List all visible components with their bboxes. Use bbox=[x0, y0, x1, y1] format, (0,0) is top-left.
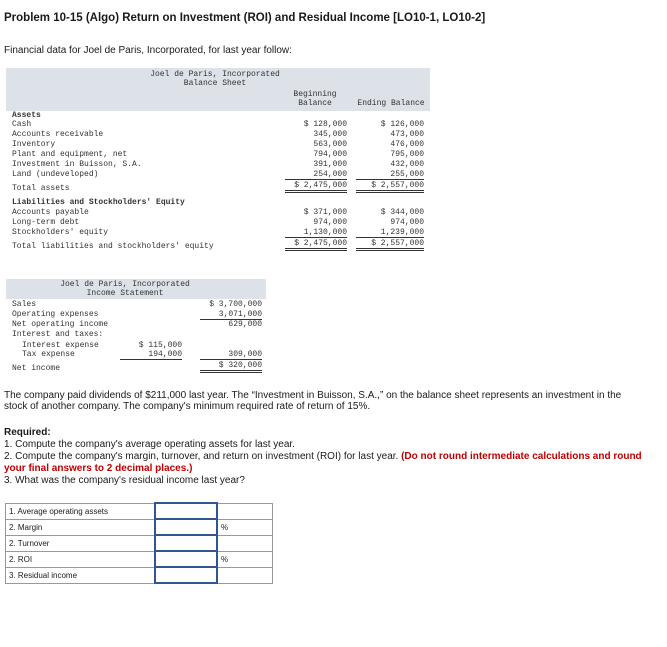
dividends-paragraph: The company paid dividends of $211,000 last year. The “Investment in Buisson, S.A.,” on the balance sheet represents an investment in the stock of another company. The company's minimum required rate of return of 15%. bbox=[4, 390, 622, 412]
bs-company: Joel de Paris, Incorporated bbox=[150, 70, 280, 79]
average-operating-assets-input[interactable] bbox=[155, 503, 217, 519]
bs-row-begin: $ 371,000 bbox=[303, 208, 347, 217]
bs-row-begin: 345,000 bbox=[313, 130, 347, 139]
intro-text: Financial data for Joel de Paris, Incorporated, for last year follow: bbox=[4, 45, 292, 56]
problem-title: Problem 10-15 (Algo) Return on Investment (ROI) and Residual Income [LO10-1, LO10-2] bbox=[4, 12, 486, 24]
answer-label: 1. Average operating assets bbox=[6, 503, 156, 519]
bs-row-begin: 391,000 bbox=[313, 160, 347, 169]
answer-row bbox=[6, 551, 273, 567]
is-noi-value: 629,000 bbox=[228, 320, 262, 329]
bs-row-end: $ 126,000 bbox=[380, 120, 424, 129]
bs-row-label: Inventory bbox=[12, 140, 56, 149]
roi-input[interactable] bbox=[155, 551, 217, 567]
margin-input[interactable] bbox=[155, 519, 217, 535]
answer-unit: % bbox=[217, 519, 273, 535]
is-net-income-value: $ 320,000 bbox=[200, 361, 262, 373]
is-statement: Income Statement bbox=[86, 289, 164, 298]
is-sales-value: $ 3,700,000 bbox=[209, 300, 262, 309]
answer-unit bbox=[217, 535, 273, 551]
bs-row-label: Cash bbox=[12, 120, 32, 129]
residual-income-input[interactable] bbox=[155, 567, 217, 583]
bs-row-begin: 563,000 bbox=[313, 140, 347, 149]
answer-table bbox=[5, 502, 273, 584]
bs-row-begin: 974,000 bbox=[313, 218, 347, 227]
bs-total-liab-end: $ 2,557,000 bbox=[356, 239, 424, 251]
bs-row-end: 473,000 bbox=[390, 130, 424, 139]
bs-row-begin: 254,000 bbox=[285, 170, 347, 180]
bs-row-begin: 1,130,000 bbox=[285, 228, 347, 238]
answer-row bbox=[6, 567, 273, 583]
question-1: 1. Compute the company's average operating assets for last year. bbox=[4, 439, 295, 450]
question-3: 3. What was the company's residual income last year? bbox=[4, 475, 245, 486]
bs-row-begin: 794,000 bbox=[313, 150, 347, 159]
required-heading: Required: bbox=[4, 427, 51, 438]
question-2 bbox=[4, 451, 644, 475]
bs-row-end: 795,000 bbox=[390, 150, 424, 159]
answer-unit bbox=[217, 503, 273, 519]
bs-row-label: Investment in Buisson, S.A. bbox=[12, 160, 142, 169]
assets-header: Assets bbox=[12, 111, 41, 120]
bs-row-label: Accounts payable bbox=[12, 208, 89, 217]
bs-row-label: Land (undeveloped) bbox=[12, 170, 99, 179]
bs-row-label: Stockholders' equity bbox=[12, 228, 109, 237]
answer-row bbox=[6, 519, 273, 535]
liab-header: Liabilities and Stockholders' Equity bbox=[12, 198, 185, 207]
is-opex-value: 3,071,000 bbox=[200, 310, 262, 320]
is-opex-label: Operating expenses bbox=[12, 310, 99, 319]
is-interest-taxes-label: Interest and taxes: bbox=[12, 330, 104, 339]
bs-row-label: Long-term debt bbox=[12, 218, 80, 227]
is-sales-label: Sales bbox=[12, 300, 37, 309]
bs-row-label: Plant and equipment, net bbox=[12, 150, 128, 159]
is-interest-value: $ 115,000 bbox=[138, 341, 182, 350]
is-tax-value: 194,000 bbox=[120, 350, 182, 360]
answer-label: 2. Turnover bbox=[6, 535, 156, 551]
bs-row-end: 974,000 bbox=[390, 218, 424, 227]
bs-row-end: 432,000 bbox=[390, 160, 424, 169]
question-2-note: (Do not round intermediate calculations and round your final answers to 2 decimal places.) bbox=[4, 451, 642, 474]
answer-row bbox=[6, 535, 273, 551]
question-2-text: 2. Compute the company's margin, turnover, and return on investment (ROI) for last year. bbox=[4, 451, 399, 462]
bs-statement: Balance Sheet bbox=[183, 79, 247, 88]
is-noi-label: Net operating income bbox=[12, 320, 109, 329]
is-net-income-label: Net income bbox=[12, 364, 61, 373]
bs-row-end: 255,000 bbox=[356, 170, 424, 180]
bs-total-liab-label: Total liabilities and stockholders' equity bbox=[12, 242, 214, 251]
bs-total-liab-begin: $ 2,475,000 bbox=[285, 239, 347, 251]
bs-row-end: 476,000 bbox=[390, 140, 424, 149]
bs-row-begin: $ 128,000 bbox=[303, 120, 347, 129]
answer-unit: % bbox=[217, 551, 273, 567]
answer-row bbox=[6, 503, 273, 519]
bs-row-end: $ 344,000 bbox=[380, 208, 424, 217]
turnover-input[interactable] bbox=[155, 535, 217, 551]
bs-total-assets-begin: $ 2,475,000 bbox=[285, 181, 347, 193]
is-company: Joel de Paris, Incorporated bbox=[60, 280, 190, 289]
bs-col-end: Ending Balance bbox=[357, 99, 425, 108]
bs-total-assets-end: $ 2,557,000 bbox=[356, 181, 424, 193]
answer-label: 2. Margin bbox=[6, 519, 156, 535]
bs-row-label: Accounts receivable bbox=[12, 130, 104, 139]
is-tax-total: 309,000 bbox=[200, 350, 262, 360]
answer-label: 3. Residual income bbox=[6, 567, 156, 583]
bs-col-begin-2: Balance bbox=[298, 99, 332, 108]
bs-row-end: 1,239,000 bbox=[356, 228, 424, 238]
bs-total-assets-label: Total assets bbox=[12, 184, 70, 193]
is-interest-label: Interest expense bbox=[22, 341, 99, 350]
answer-unit bbox=[217, 567, 273, 583]
answer-label: 2. ROI bbox=[6, 551, 156, 567]
is-tax-label: Tax expense bbox=[22, 350, 75, 359]
required-section bbox=[4, 427, 644, 487]
bs-col-begin-1: Beginning bbox=[293, 90, 337, 99]
